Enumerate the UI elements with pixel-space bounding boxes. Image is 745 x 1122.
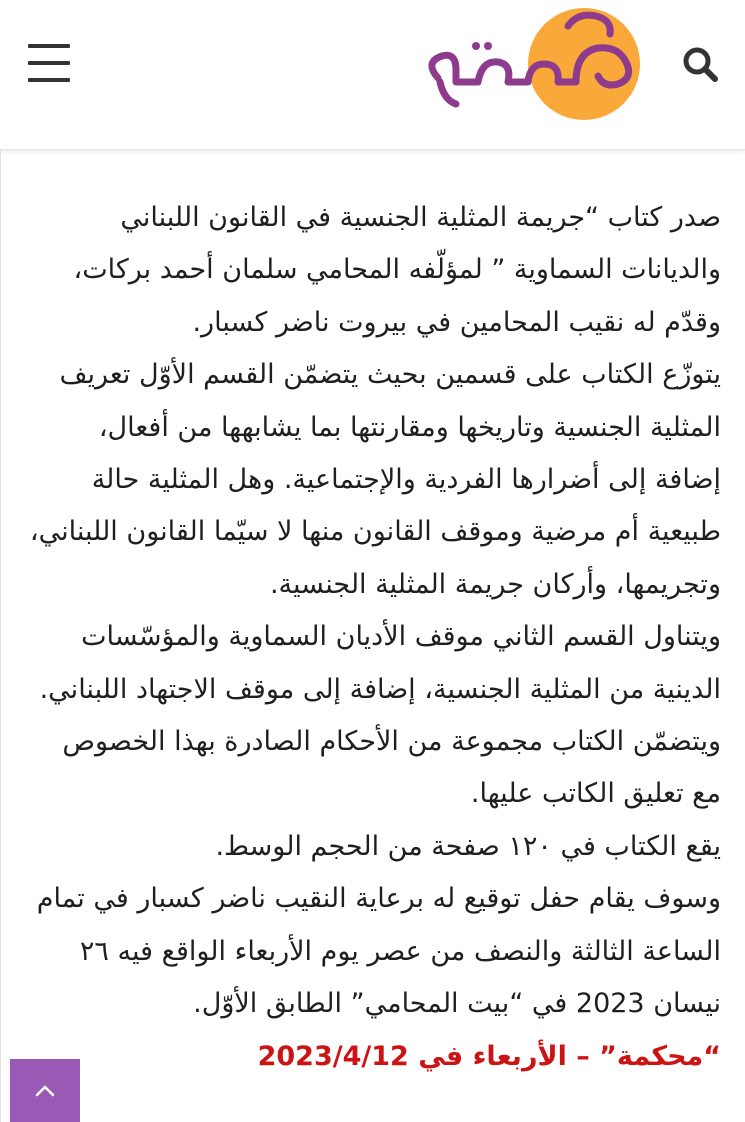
article-body [25, 192, 721, 1083]
article-paragraph: يقع الكتاب في ١٢٠ صفحة من الحجم الوسط. [215, 830, 721, 862]
search-icon [680, 44, 720, 84]
search-button[interactable] [680, 44, 720, 84]
logo-graphic [418, 6, 646, 122]
article-paragraph: ويتناول القسم الثاني موقف الأديان السماوية والمؤسّسات الدينية من المثلية الجنسية، إضافة إلى موقف الاجتهاد اللبناني. ويتضمّن الكتاب مجموعة من الأحكام الصادرة بهذا الخصوص مع تعليق الكاتب عليها. [39, 621, 721, 810]
site-logo[interactable] [418, 6, 646, 122]
hamburger-bar [28, 44, 70, 48]
site-header [0, 0, 745, 150]
article-container [0, 150, 745, 1122]
back-to-top-button[interactable] [10, 1059, 80, 1122]
article-signature: “محكمة” – الأربعاء في 2023/4/12 [257, 1040, 721, 1072]
article-paragraph: يتوزّع الكتاب على قسمين بحيث يتضمّن القسم الأوّل تعريف المثلية الجنسية وتاريخها ومقارنتها بما يشابهها من أفعال، إضافة إلى أضرارها الفردية والإجتماعية. وهل المثلية حالة طبيعية أم مرضية وموقف القانون منها لا سيّما القانون اللبناني، وتجريمها، وأركان جريمة المثلية الجنسية. [29, 359, 721, 600]
article-paragraph: صدر كتاب “جريمة المثلية الجنسية في القانون اللبناني والديانات السماوية ” لمؤلّفه المحامي سلمان أحمد بركات، وقدّم له نقيب المحامين في بيروت ناضر كسبار. [73, 202, 721, 338]
article-paragraph: وسوف يقام حفل توقيع له برعاية النقيب ناضر كسبار في تمام الساعة الثالثة والنصف من عصر يوم الأربعاء الواقع فيه ٢٦ نيسان 2023 في “بيت المحامي” الطابق الأوّل. [36, 883, 721, 1020]
hamburger-bar [28, 78, 70, 82]
hamburger-menu-button[interactable] [28, 44, 72, 82]
chevron-up-icon [34, 1084, 56, 1098]
hamburger-bar [28, 61, 70, 65]
